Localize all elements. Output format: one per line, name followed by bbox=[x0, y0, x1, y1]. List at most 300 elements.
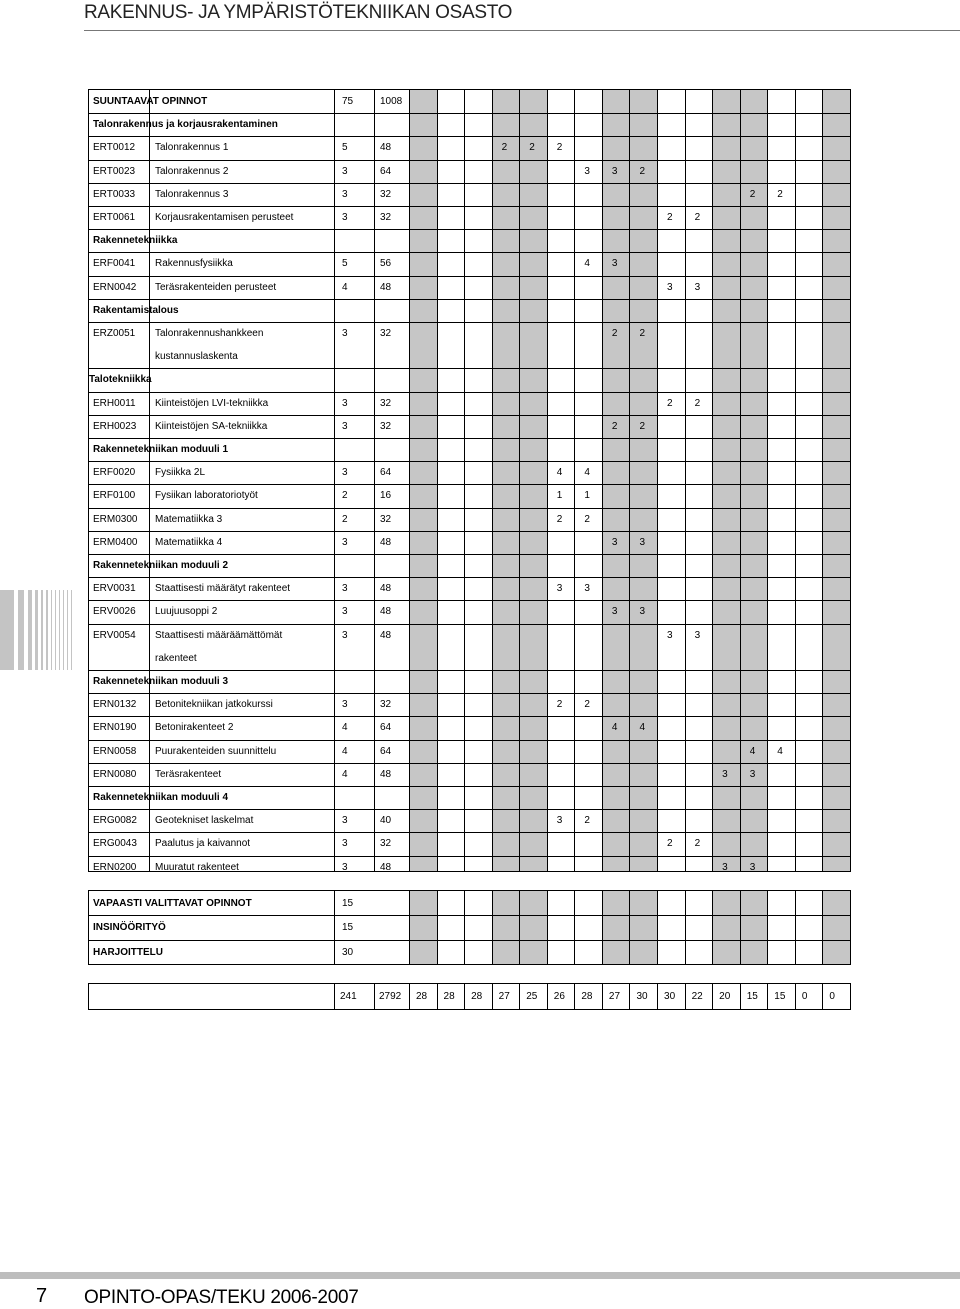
grid-vline bbox=[574, 90, 575, 871]
grid-vline bbox=[740, 90, 741, 871]
course-code: ERH0023 bbox=[93, 420, 137, 432]
hours-value: 16 bbox=[380, 490, 392, 502]
grid-vline bbox=[822, 984, 823, 1009]
grid-hline bbox=[89, 915, 850, 916]
course-code: ERT0023 bbox=[93, 165, 136, 177]
grid-vline bbox=[629, 984, 630, 1009]
barcode-bar bbox=[28, 590, 32, 670]
period-value: 1 bbox=[584, 490, 590, 502]
period-value: 2 bbox=[667, 397, 673, 409]
footer-title: OPINTO-OPAS/TEKU 2006-2007 bbox=[84, 1287, 359, 1308]
period-shade bbox=[822, 90, 850, 871]
grid-vline bbox=[437, 90, 438, 871]
total-period: 26 bbox=[553, 991, 565, 1002]
grid-hline bbox=[89, 508, 850, 509]
grid-hline bbox=[89, 392, 850, 393]
grid-vline bbox=[519, 90, 520, 871]
grid-hline bbox=[89, 531, 850, 532]
grid-vline bbox=[437, 891, 438, 964]
grid-hline bbox=[89, 832, 850, 833]
course-code: ERG0082 bbox=[93, 815, 137, 827]
period-value: 4 bbox=[639, 722, 646, 734]
grid-vline bbox=[712, 90, 713, 871]
grid-hline bbox=[89, 160, 850, 161]
hours-value: 48 bbox=[380, 629, 392, 641]
grid-vline bbox=[712, 891, 713, 964]
course-code: ERF0100 bbox=[93, 490, 136, 502]
hours-value: 1008 bbox=[380, 96, 403, 107]
total-period: 25 bbox=[526, 991, 538, 1002]
barcode-bar bbox=[35, 590, 38, 670]
course-name: Teräsrakenteiden perusteet bbox=[155, 281, 277, 293]
grid-hline bbox=[89, 940, 850, 941]
course-name: Luujuusoppi 2 bbox=[155, 606, 218, 618]
group-heading: Talotekniikka bbox=[89, 374, 152, 386]
grid-hline bbox=[89, 252, 850, 253]
course-code: ERN0080 bbox=[93, 768, 137, 780]
course-name: Betonitekniikan jatkokurssi bbox=[155, 699, 273, 711]
total-period: 22 bbox=[691, 991, 703, 1002]
course-name: Fysiikan laboratoriotyöt bbox=[155, 490, 258, 502]
total-period: 15 bbox=[774, 991, 786, 1002]
grid-vline bbox=[767, 891, 768, 964]
ov-value: 3 bbox=[342, 212, 348, 223]
grid-hline bbox=[89, 299, 850, 300]
main-course-table bbox=[88, 89, 851, 872]
total-period: 28 bbox=[471, 991, 483, 1002]
period-value: 4 bbox=[584, 258, 590, 270]
course-name: Kiinteistöjen SA-tekniikka bbox=[155, 420, 268, 432]
course-name: Kiinteistöjen LVI-tekniikka bbox=[155, 397, 269, 409]
footer-band bbox=[0, 1272, 960, 1279]
period-value: 2 bbox=[694, 212, 701, 223]
grid-hline bbox=[89, 740, 850, 741]
ov-value: 3 bbox=[342, 583, 348, 595]
period-value: 3 bbox=[611, 258, 618, 270]
course-code: ERF0041 bbox=[93, 258, 136, 270]
course-name: Talonrakennus 1 bbox=[155, 142, 229, 154]
course-name: Fysiikka 2L bbox=[155, 467, 206, 479]
grid-hline bbox=[89, 809, 850, 810]
ov-value: 4 bbox=[342, 281, 348, 293]
hours-value: 64 bbox=[380, 745, 392, 757]
course-name-cont: kustannuslaskenta bbox=[155, 351, 238, 363]
grid-hline bbox=[89, 577, 850, 578]
grid-vline bbox=[464, 90, 465, 871]
course-code: ERN0190 bbox=[93, 722, 137, 734]
grid-vline bbox=[547, 891, 548, 964]
group-heading: Rakennetekniikan moduuli 1 bbox=[93, 444, 229, 455]
course-name: Matematiikka 4 bbox=[155, 536, 223, 548]
period-value: 2 bbox=[584, 513, 590, 525]
total-hours: 2792 bbox=[379, 991, 402, 1002]
grid-hline bbox=[89, 484, 850, 485]
total-period: 0 bbox=[829, 991, 835, 1002]
grid-vline bbox=[629, 90, 630, 871]
barcode-bar bbox=[71, 590, 72, 670]
period-shade bbox=[519, 891, 547, 964]
hours-value: 32 bbox=[380, 513, 392, 525]
period-value: 3 bbox=[694, 281, 701, 293]
period-value: 2 bbox=[777, 188, 783, 200]
course-name: Rakennusfysiikka bbox=[155, 258, 233, 270]
period-value: 3 bbox=[749, 861, 756, 873]
course-code: ERF0020 bbox=[93, 467, 136, 479]
course-code: ERH0011 bbox=[93, 397, 136, 409]
decorative-barcode bbox=[0, 590, 82, 670]
course-name: Talonrakennushankkeen bbox=[155, 328, 264, 339]
course-name: Talonrakennus 3 bbox=[155, 188, 229, 200]
ov-value: 3 bbox=[342, 838, 348, 850]
total-period: 27 bbox=[498, 991, 510, 1002]
period-value: 3 bbox=[611, 536, 618, 548]
period-value: 3 bbox=[584, 165, 590, 177]
period-value: 3 bbox=[639, 536, 646, 548]
grid-hline bbox=[89, 136, 850, 137]
period-value: 3 bbox=[556, 583, 563, 595]
barcode-bar bbox=[63, 590, 64, 670]
period-value: 4 bbox=[556, 467, 563, 479]
grid-vline bbox=[822, 891, 823, 964]
grid-vline bbox=[409, 984, 410, 1009]
total-period: 28 bbox=[416, 991, 428, 1002]
ov-value: 3 bbox=[342, 188, 348, 200]
grid-vline bbox=[409, 90, 410, 871]
grid-vline bbox=[547, 90, 548, 871]
grid-hline bbox=[89, 368, 850, 369]
barcode-bar bbox=[41, 590, 43, 670]
hours-value: 48 bbox=[380, 861, 392, 873]
grid-vline bbox=[602, 984, 603, 1009]
total-period: 28 bbox=[581, 991, 593, 1002]
period-value: 3 bbox=[694, 629, 701, 641]
ov-value: 5 bbox=[342, 142, 348, 154]
ov-value: 15 bbox=[342, 898, 354, 909]
ov-value: 3 bbox=[342, 328, 348, 339]
grid-vline bbox=[334, 891, 335, 964]
ov-value: 3 bbox=[342, 420, 348, 432]
period-value: 4 bbox=[584, 467, 590, 479]
hours-value: 64 bbox=[380, 165, 392, 177]
barcode-bar bbox=[67, 590, 68, 670]
grid-vline bbox=[574, 984, 575, 1009]
grid-vline bbox=[149, 90, 150, 871]
total-period: 0 bbox=[801, 991, 808, 1002]
grid-hline bbox=[89, 276, 850, 277]
grid-vline bbox=[685, 90, 686, 871]
course-name: Betonirakenteet 2 bbox=[155, 722, 234, 734]
barcode-bar bbox=[51, 590, 52, 670]
period-shade bbox=[519, 90, 547, 871]
period-value: 2 bbox=[556, 513, 563, 525]
hours-value: 32 bbox=[380, 212, 392, 223]
ov-value: 3 bbox=[342, 165, 348, 177]
group-heading: Rakentamistalous bbox=[93, 304, 179, 316]
ov-value: 5 bbox=[342, 258, 348, 270]
hours-value: 32 bbox=[380, 328, 392, 339]
grid-hline bbox=[89, 693, 850, 694]
course-name: Puurakenteiden suunnittelu bbox=[155, 745, 277, 757]
hours-value: 32 bbox=[380, 838, 392, 850]
total-period: 28 bbox=[443, 991, 455, 1002]
course-code: ERZ0051 bbox=[93, 328, 136, 339]
grid-hline bbox=[89, 113, 850, 114]
ov-value: 3 bbox=[342, 861, 348, 873]
period-value: 2 bbox=[501, 142, 508, 154]
grid-vline bbox=[657, 984, 658, 1009]
period-shade bbox=[492, 891, 520, 964]
course-name: Talonrakennus 2 bbox=[155, 165, 229, 177]
course-code: ERM0400 bbox=[93, 536, 138, 548]
page-number: 7 bbox=[36, 1285, 48, 1307]
grid-hline bbox=[89, 438, 850, 439]
grid-hline bbox=[89, 786, 850, 787]
extra-label: VAPAASTI VALITTAVAT OPINNOT bbox=[93, 898, 252, 909]
hours-value: 48 bbox=[380, 583, 392, 595]
grid-vline bbox=[795, 90, 796, 871]
grid-vline bbox=[740, 891, 741, 964]
grid-hline bbox=[89, 183, 850, 184]
total-period: 15 bbox=[746, 991, 758, 1002]
period-value: 2 bbox=[694, 397, 701, 409]
course-code: ERN0132 bbox=[93, 699, 137, 711]
course-name-cont: rakenteet bbox=[155, 652, 197, 664]
course-code: ERM0300 bbox=[93, 513, 138, 525]
period-value: 3 bbox=[611, 165, 618, 177]
grid-vline bbox=[767, 90, 768, 871]
grid-vline bbox=[712, 984, 713, 1009]
course-code: ERT0012 bbox=[93, 142, 136, 154]
period-value: 2 bbox=[639, 420, 646, 432]
grid-hline bbox=[89, 461, 850, 462]
grid-vline bbox=[334, 984, 335, 1009]
header-divider bbox=[84, 30, 960, 31]
barcode-bar bbox=[46, 590, 48, 670]
hours-value: 48 bbox=[380, 536, 392, 548]
hours-value: 40 bbox=[380, 815, 392, 827]
period-value: 2 bbox=[639, 328, 646, 339]
grid-hline bbox=[89, 554, 850, 555]
period-shade bbox=[409, 90, 437, 871]
barcode-bar bbox=[0, 590, 14, 670]
period-value: 3 bbox=[667, 629, 673, 641]
period-value: 2 bbox=[556, 142, 563, 154]
ov-value: 4 bbox=[342, 745, 348, 757]
course-name: Geotekniset laskelmat bbox=[155, 815, 254, 827]
course-name: Paalutus ja kaivannot bbox=[155, 838, 251, 850]
grid-vline bbox=[374, 984, 375, 1009]
extra-label: HARJOITTELU bbox=[93, 946, 163, 958]
period-value: 2 bbox=[556, 699, 563, 711]
period-shade bbox=[409, 891, 437, 964]
grid-hline bbox=[89, 229, 850, 230]
course-name: Staattisesti määrätyt rakenteet bbox=[155, 583, 291, 595]
ov-value: 3 bbox=[342, 699, 348, 711]
section-header: SUUNTAAVAT OPINNOT bbox=[93, 96, 208, 107]
course-code: ERT0061 bbox=[93, 212, 136, 223]
grid-vline bbox=[574, 891, 575, 964]
period-shade bbox=[712, 891, 740, 964]
period-shade bbox=[492, 90, 520, 871]
grid-vline bbox=[795, 984, 796, 1009]
header-title: RAKENNUS- JA YMPÄRISTÖTEKNIIKAN OSASTO bbox=[84, 2, 513, 23]
ov-value: 75 bbox=[342, 96, 354, 107]
period-value: 2 bbox=[584, 815, 590, 827]
course-name: Muuratut rakenteet bbox=[155, 861, 239, 873]
period-value: 2 bbox=[584, 699, 590, 711]
ov-value: 3 bbox=[342, 815, 348, 827]
grid-hline bbox=[89, 856, 850, 857]
barcode-bar bbox=[18, 590, 24, 670]
grid-vline bbox=[464, 891, 465, 964]
period-shade bbox=[740, 891, 768, 964]
period-value: 4 bbox=[611, 722, 618, 734]
ov-value: 15 bbox=[342, 922, 354, 934]
hours-value: 48 bbox=[380, 281, 392, 293]
grid-vline bbox=[374, 90, 375, 871]
grid-vline bbox=[519, 984, 520, 1009]
ov-value: 3 bbox=[342, 467, 348, 479]
total-ov: 241 bbox=[340, 991, 357, 1002]
barcode-bar bbox=[59, 590, 60, 670]
ov-value: 3 bbox=[342, 397, 348, 409]
period-shade bbox=[602, 891, 630, 964]
barcode-bar bbox=[55, 590, 56, 670]
grid-vline bbox=[492, 891, 493, 964]
course-code: ERV0026 bbox=[93, 606, 136, 618]
grid-vline bbox=[519, 891, 520, 964]
period-value: 3 bbox=[639, 606, 646, 618]
course-code: ERG0043 bbox=[93, 838, 137, 850]
group-heading: Rakennetekniikan moduuli 4 bbox=[93, 792, 229, 803]
period-value: 3 bbox=[611, 606, 618, 618]
grid-hline bbox=[89, 322, 850, 323]
group-heading: Rakennetekniikka bbox=[93, 235, 178, 247]
grid-vline bbox=[685, 891, 686, 964]
grid-vline bbox=[602, 891, 603, 964]
course-code: ERN0200 bbox=[93, 861, 137, 873]
period-value: 3 bbox=[722, 861, 728, 873]
hours-value: 32 bbox=[380, 397, 392, 409]
period-value: 2 bbox=[529, 142, 535, 154]
grid-hline bbox=[89, 415, 850, 416]
period-shade bbox=[822, 891, 850, 964]
period-value: 2 bbox=[611, 328, 618, 339]
period-shade bbox=[629, 891, 657, 964]
course-name: Matematiikka 3 bbox=[155, 513, 223, 525]
grid-vline bbox=[822, 90, 823, 871]
period-value: 3 bbox=[749, 768, 756, 780]
grid-vline bbox=[685, 984, 686, 1009]
grid-vline bbox=[547, 984, 548, 1009]
grid-hline bbox=[89, 624, 850, 625]
total-period: 30 bbox=[664, 991, 676, 1002]
period-value: 2 bbox=[611, 420, 618, 432]
course-name: Korjausrakentamisen perusteet bbox=[155, 212, 294, 223]
course-code: ERN0042 bbox=[93, 281, 137, 293]
grid-vline bbox=[657, 90, 658, 871]
hours-value: 48 bbox=[380, 606, 392, 618]
grid-vline bbox=[657, 891, 658, 964]
hours-value: 64 bbox=[380, 722, 392, 734]
totals-table bbox=[88, 983, 851, 1010]
course-code: ERN0058 bbox=[93, 745, 137, 757]
total-period: 30 bbox=[636, 991, 648, 1002]
ov-value: 3 bbox=[342, 629, 348, 641]
ov-value: 4 bbox=[342, 768, 348, 780]
period-value: 4 bbox=[749, 745, 756, 757]
grid-vline bbox=[492, 90, 493, 871]
course-name: Teräsrakenteet bbox=[155, 768, 222, 780]
extra-studies-table bbox=[88, 890, 851, 965]
hours-value: 48 bbox=[380, 142, 392, 154]
grid-vline bbox=[740, 984, 741, 1009]
hours-value: 32 bbox=[380, 420, 392, 432]
ov-value: 2 bbox=[342, 513, 348, 525]
hours-value: 64 bbox=[380, 467, 392, 479]
period-value: 2 bbox=[639, 165, 646, 177]
hours-value: 32 bbox=[380, 699, 392, 711]
ov-value: 3 bbox=[342, 606, 348, 618]
group-heading: Rakennetekniikan moduuli 2 bbox=[93, 560, 229, 571]
period-value: 2 bbox=[667, 212, 673, 223]
grid-vline bbox=[334, 90, 335, 871]
grid-vline bbox=[409, 891, 410, 964]
grid-vline bbox=[437, 984, 438, 1009]
grid-vline bbox=[629, 891, 630, 964]
course-code: ERT0033 bbox=[93, 188, 136, 200]
ov-value: 2 bbox=[342, 490, 348, 502]
group-heading: Rakennetekniikan moduuli 3 bbox=[93, 676, 229, 687]
grid-hline bbox=[89, 716, 850, 717]
period-value: 1 bbox=[556, 490, 563, 502]
period-shade bbox=[629, 90, 657, 871]
course-code: ERV0031 bbox=[93, 583, 136, 595]
period-value: 3 bbox=[556, 815, 563, 827]
group-heading: Talonrakennus ja korjausrakentaminen bbox=[93, 119, 278, 131]
total-period: 20 bbox=[719, 991, 731, 1002]
grid-vline bbox=[795, 891, 796, 964]
period-value: 3 bbox=[584, 583, 590, 595]
period-value: 2 bbox=[694, 838, 701, 850]
ov-value: 30 bbox=[342, 946, 354, 958]
grid-vline bbox=[602, 90, 603, 871]
period-value: 4 bbox=[777, 745, 783, 757]
period-shade bbox=[712, 90, 740, 871]
grid-vline bbox=[492, 984, 493, 1009]
grid-hline bbox=[89, 670, 850, 671]
period-shade bbox=[602, 90, 630, 871]
total-period: 27 bbox=[608, 991, 621, 1002]
extra-label: INSINÖÖRITYÖ bbox=[93, 922, 166, 934]
grid-vline bbox=[464, 984, 465, 1009]
course-name: Staattisesti määräämättömät bbox=[155, 629, 283, 641]
grid-vline bbox=[767, 984, 768, 1009]
hours-value: 32 bbox=[380, 188, 392, 200]
grid-hline bbox=[89, 763, 850, 764]
course-code: ERV0054 bbox=[93, 629, 136, 641]
grid-hline bbox=[89, 206, 850, 207]
ov-value: 4 bbox=[342, 722, 348, 734]
period-value: 2 bbox=[749, 188, 756, 200]
hours-value: 56 bbox=[380, 258, 392, 270]
grid-hline bbox=[89, 600, 850, 601]
period-value: 3 bbox=[667, 281, 673, 293]
ov-value: 3 bbox=[342, 536, 348, 548]
hours-value: 48 bbox=[380, 768, 392, 780]
period-value: 2 bbox=[667, 838, 673, 850]
period-value: 3 bbox=[722, 768, 728, 780]
